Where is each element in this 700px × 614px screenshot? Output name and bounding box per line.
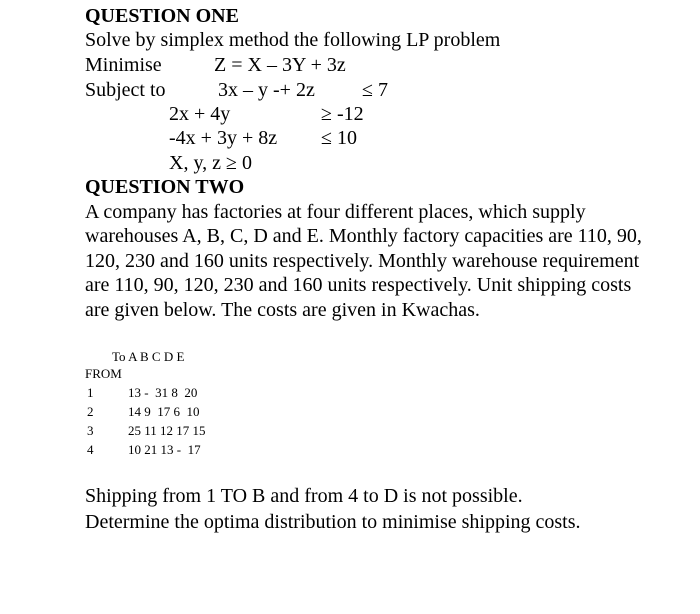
objective-function: Z = X – 3Y + 3z	[214, 54, 346, 76]
table-from-header: FROM	[85, 366, 122, 381]
question-two-paragraph: A company has factories at four different places, which supply warehouses A, B, C, D and E. Monthly factory capacities are 110, 90, 120, 230 and 160 units respectively. Monthly warehouse requirement are 110, 90, 120, 230 and 160 units respectively. Unit shipping costs are given below. The costs are given in Kwachas.	[85, 201, 642, 321]
table-to-header: To A B C D E	[112, 349, 185, 364]
table-row-values: 25 11 12 17 15	[128, 423, 206, 438]
constraint-3-rhs: ≤ 10	[321, 127, 357, 149]
table-row-values: 14 9 17 6 10	[128, 404, 200, 419]
footer-line-1: Shipping from 1 TO B and from 4 to D is not possible.	[85, 485, 523, 507]
minimise-label: Minimise	[85, 54, 162, 76]
constraint-2-rhs: ≥ -12	[321, 103, 364, 125]
non-negativity-constraint: X, y, z ≥ 0	[169, 152, 252, 174]
question-two-footer	[85, 483, 581, 535]
table-row-label: 3	[87, 423, 94, 438]
table-row-values: 10 21 13 - 17	[128, 442, 201, 457]
question-one-intro: Solve by simplex method the following LP problem	[85, 29, 501, 51]
table-row-label: 4	[87, 442, 94, 457]
table-row-values: 13 - 31 8 20	[128, 385, 198, 400]
constraint-1-rhs: ≤ 7	[362, 79, 388, 101]
table-row-label: 1	[87, 385, 94, 400]
footer-line-2: Determine the optima distribution to minimise shipping costs.	[85, 511, 581, 533]
constraint-1-lhs: 3x – y -+ 2z	[218, 79, 315, 101]
constraint-3-lhs: -4x + 3y + 8z	[169, 127, 278, 149]
table-row-label: 2	[87, 404, 94, 419]
constraint-2-lhs: 2x + 4y	[169, 103, 231, 125]
question-one-heading: QUESTION ONE	[85, 5, 239, 27]
subject-to-label: Subject to	[85, 79, 166, 101]
question-two-heading: QUESTION TWO	[85, 176, 245, 198]
